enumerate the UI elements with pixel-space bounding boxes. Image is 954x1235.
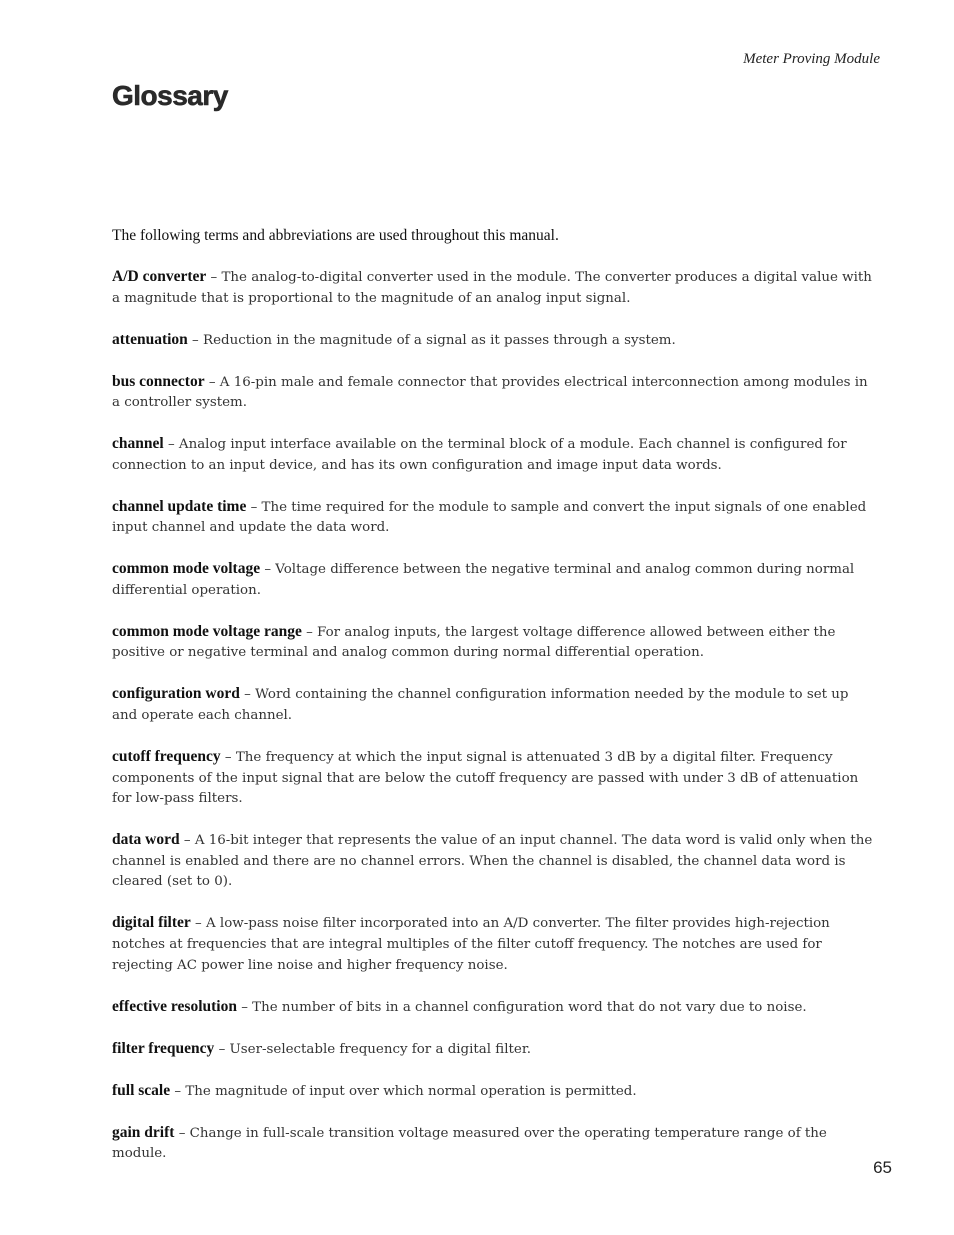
glossary-entry xyxy=(112,747,874,810)
glossary-term: data word xyxy=(112,831,180,849)
glossary-term: cutoff frequency xyxy=(112,748,221,766)
glossary-entry xyxy=(112,913,874,976)
glossary-entry xyxy=(112,997,874,1019)
glossary-term: common mode voltage xyxy=(112,560,261,578)
glossary-definition: – For analog inputs, the largest voltage difference allowed between either the positive or negative terminal and analog common during normal differential operation. xyxy=(112,624,836,661)
glossary-entry xyxy=(112,1123,874,1165)
glossary-definition: – A low-pass noise filter incorporated into an A/D converter. The filter provides high-rejection notches at frequencies that are integral multiples of the filter cutoff frequency. The notches are used for rejecting AC power line noise and higher frequency noise. xyxy=(112,916,830,973)
glossary-entry xyxy=(112,622,874,664)
glossary-definition: – The frequency at which the input signal is attenuated 3 dB by a digital filter. Frequency components of the input signal that are below the cutoff frequency are passed with under 3 dB of attenuation for low-pass filters. xyxy=(112,750,859,807)
glossary-entry xyxy=(112,559,874,601)
glossary-entry xyxy=(112,372,874,414)
glossary-entry xyxy=(112,684,874,726)
glossary-entry xyxy=(112,267,874,309)
glossary-term: attenuation xyxy=(112,330,188,348)
glossary-term: full scale xyxy=(112,1081,171,1099)
glossary-term: effective resolution xyxy=(112,997,237,1015)
intro-paragraph: The following terms and abbreviations are used throughout this manual. xyxy=(112,227,559,244)
glossary-entry xyxy=(112,1081,874,1103)
glossary-list xyxy=(112,267,874,1185)
running-header: Meter Proving Module xyxy=(743,51,880,67)
glossary-term: channel update time xyxy=(112,497,247,515)
glossary-term: common mode voltage range xyxy=(112,622,302,640)
glossary-definition: – The analog-to-digital converter used in the module. The converter produces a digital value with a magnitude that is proportional to the magnitude of an analog input signal. xyxy=(112,270,872,306)
glossary-definition: – Word containing the channel configuration information needed by the module to set up and operate each channel. xyxy=(112,687,849,724)
glossary-term: gain drift xyxy=(112,1123,175,1141)
page-title: Glossary xyxy=(112,80,228,111)
glossary-entry xyxy=(112,330,874,352)
glossary-term: digital filter xyxy=(112,914,191,932)
glossary-definition: – The time required for the module to sample and convert the input signals of one enabled input channel and update the data word. xyxy=(112,499,867,536)
glossary-entry xyxy=(112,497,874,539)
glossary-term: bus connector xyxy=(112,372,205,390)
glossary-definition: – Change in full-scale transition voltage measured over the operating temperature range of the module. xyxy=(112,1125,827,1162)
glossary-term: filter frequency xyxy=(112,1039,215,1057)
glossary-entry xyxy=(112,830,874,893)
glossary-definition: – A 16-bit integer that represents the value of an input channel. The data word is valid only when the channel is enabled and there are no channel errors. When the channel is disabled, the channel data word is cleared (set to 0). xyxy=(112,833,873,890)
glossary-definition: – User-selectable frequency for a digital filter. xyxy=(214,1041,532,1057)
glossary-definition: – The number of bits in a channel configuration word that do not vary due to noise. xyxy=(236,999,807,1015)
glossary-term: A/D converter xyxy=(112,268,207,285)
glossary-definition: – The magnitude of input over which normal operation is permitted. xyxy=(170,1083,637,1099)
page-number: 65 xyxy=(873,1158,892,1177)
glossary-entry xyxy=(112,434,874,476)
glossary-term: configuration word xyxy=(112,685,240,703)
glossary-definition: – Analog input interface available on the terminal block of a module. Each channel is configured for connection to an input device, and has its own configuration and image input data words. xyxy=(112,437,847,473)
glossary-definition: – Voltage difference between the negative terminal and analog common during normal differential operation. xyxy=(112,562,855,598)
glossary-term: channel xyxy=(112,435,164,453)
glossary-entry xyxy=(112,1039,874,1061)
glossary-definition: – A 16-pin male and female connector that provides electrical interconnection among modules in a controller system. xyxy=(112,374,868,411)
glossary-definition: – Reduction in the magnitude of a signal as it passes through a system. xyxy=(187,332,676,348)
